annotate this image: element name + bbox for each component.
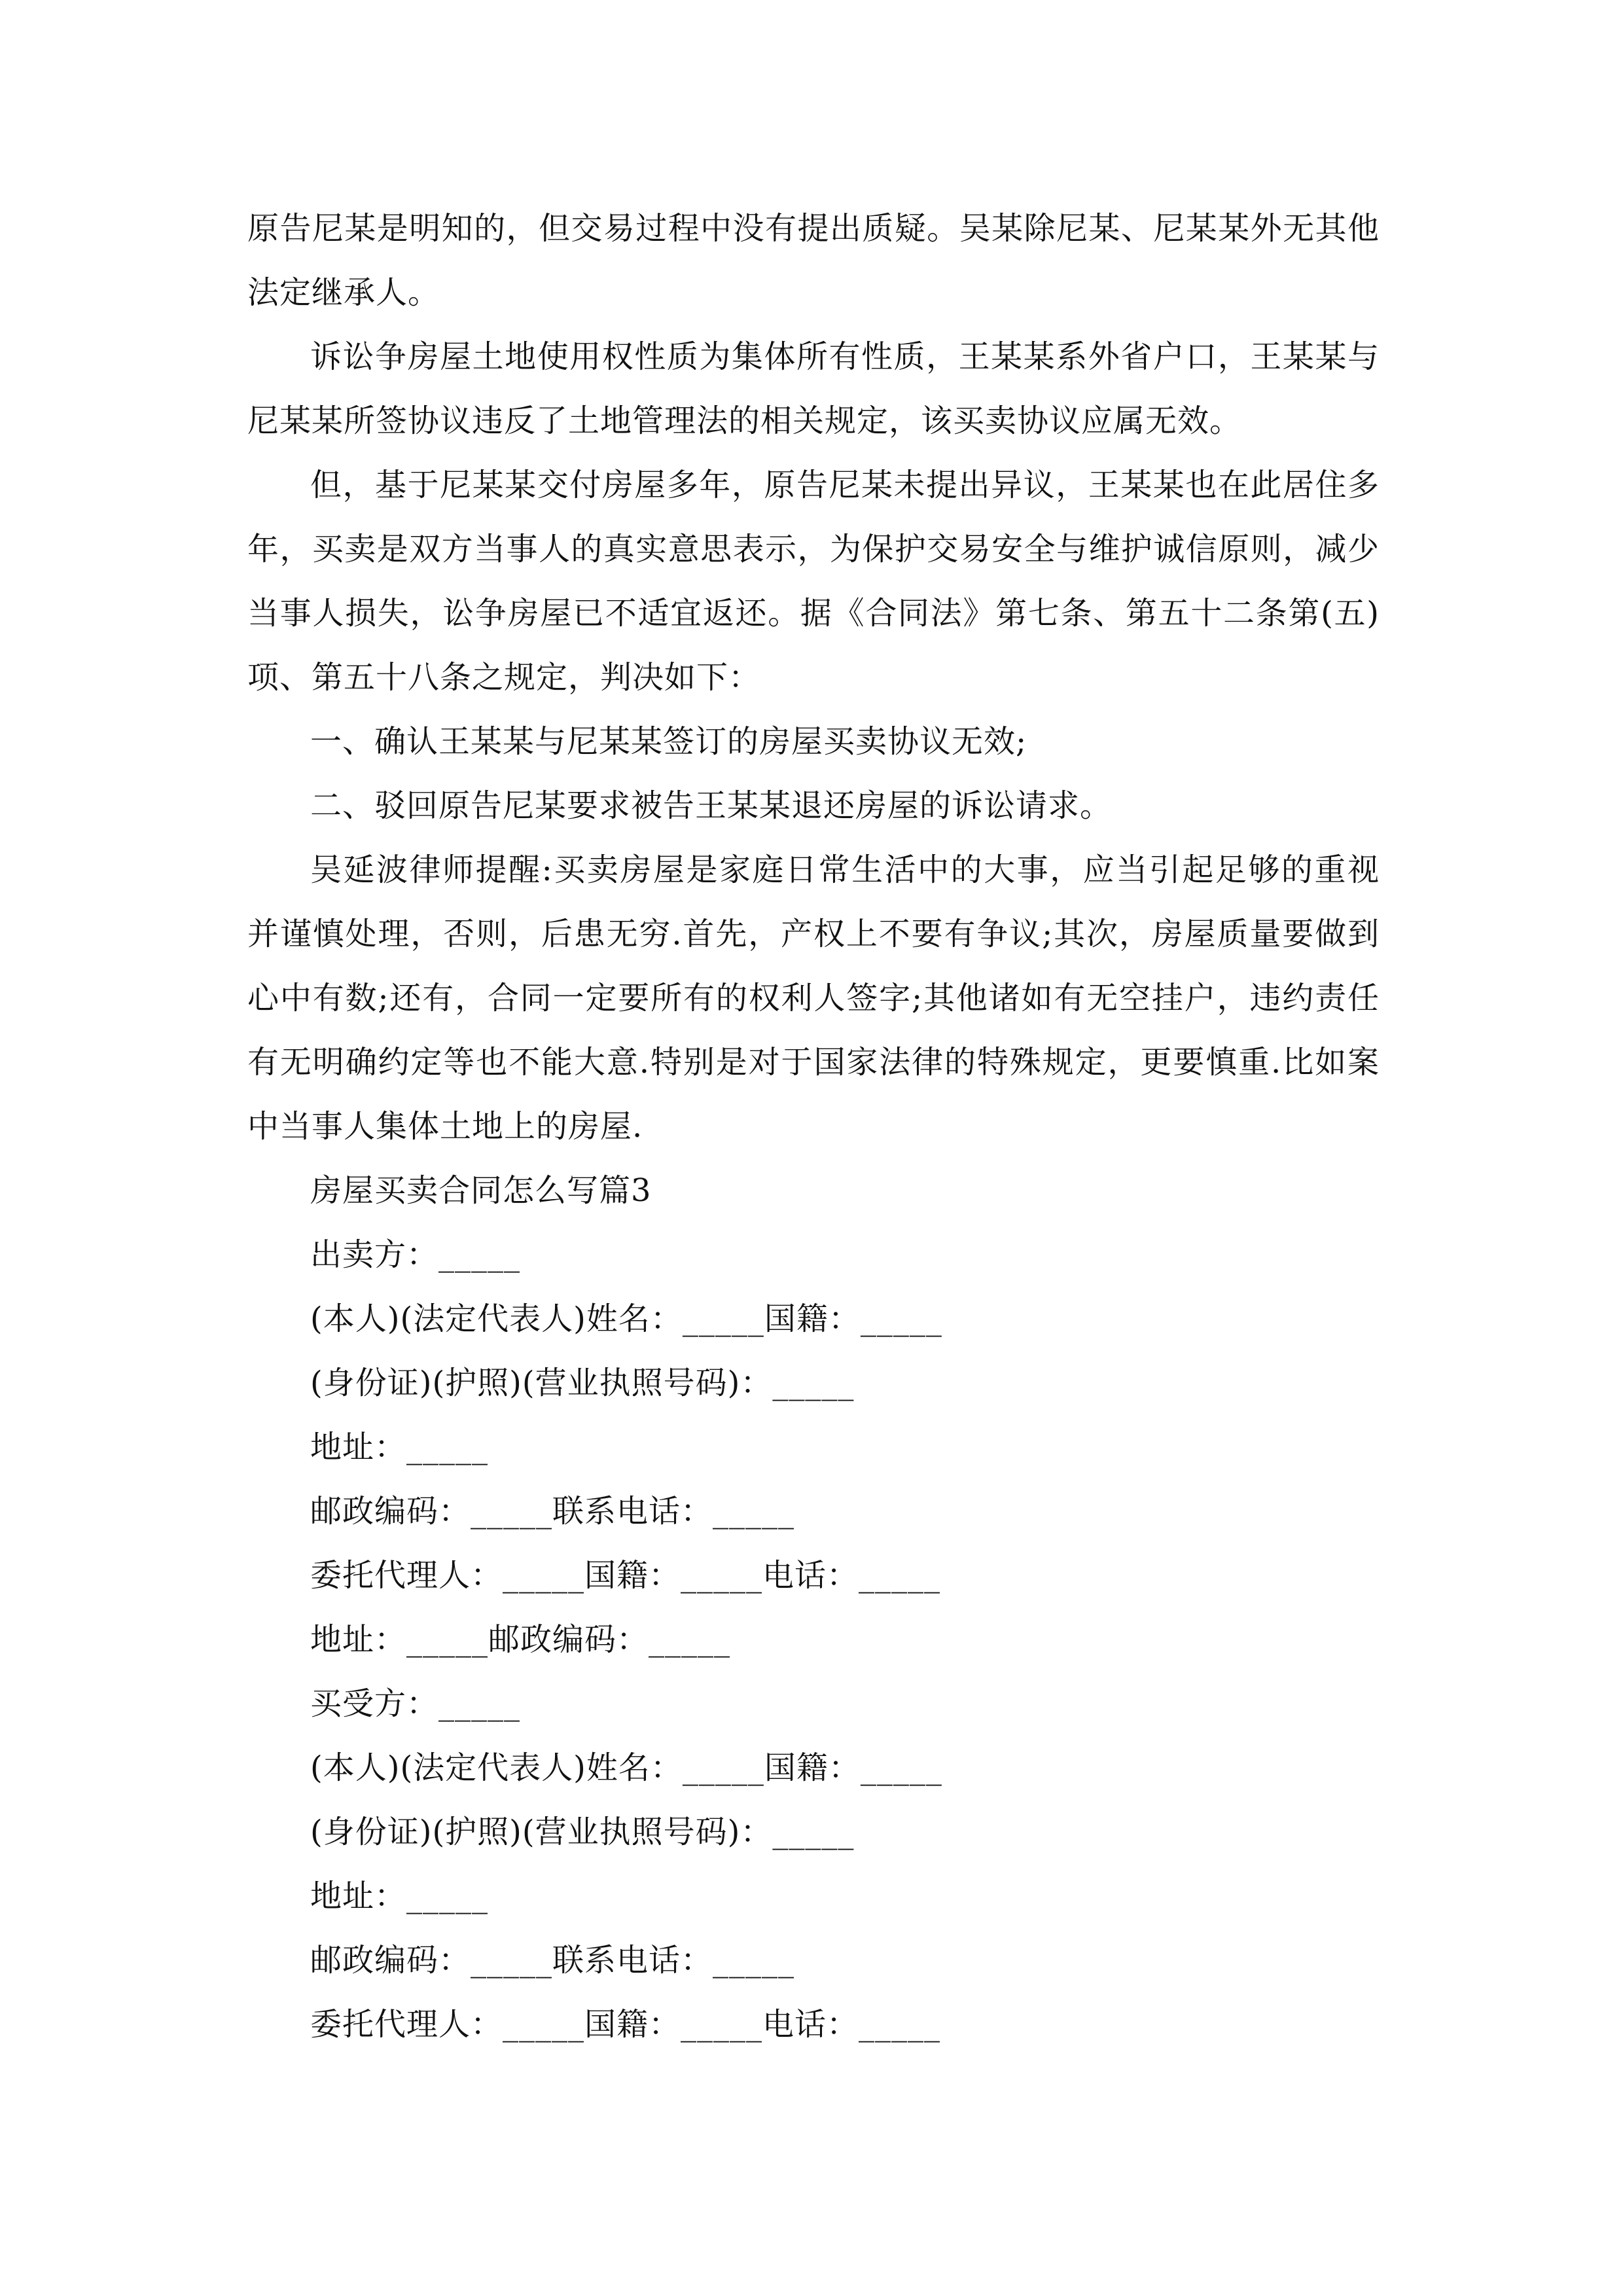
seller-field: 出卖方：_____	[310, 1236, 521, 1273]
buyer-agent-field: 委托代理人：_____国籍：_____电话：_____	[310, 2006, 941, 2043]
paragraph-judgment-item-1: 一、确认王某某与尼某某签订的房屋买卖协议无效;	[310, 723, 1027, 760]
paragraph-land-use: 诉讼争房屋土地使用权性质为集体所有性质，王某某系外省户口，王某某与尼某某所签协议违反了土地管理法的相关规定，该买卖协议应属无效。	[247, 338, 1380, 439]
seller-id-field: (身份证)(护照)(营业执照号码)：_____	[310, 1365, 855, 1401]
section-heading: 房屋买卖合同怎么写篇3	[310, 1172, 652, 1209]
paragraph-continuation: 原告尼某是明知的，但交易过程中没有提出质疑。吴某除尼某、尼某某外无其他法定继承人。	[247, 210, 1380, 311]
buyer-postcode-phone-field: 邮政编码：_____联系电话：_____	[310, 1942, 795, 1979]
document-body	[247, 196, 1380, 2056]
seller-postcode-phone-field: 邮政编码：_____联系电话：_____	[310, 1493, 795, 1530]
seller-agent-address-field: 地址：_____邮政编码：_____	[310, 1621, 731, 1658]
buyer-id-field: (身份证)(护照)(营业执照号码)：_____	[310, 1814, 855, 1850]
seller-address-field: 地址：_____	[310, 1429, 489, 1465]
seller-agent-field: 委托代理人：_____国籍：_____电话：_____	[310, 1557, 941, 1594]
paragraph-lawyer-reminder: 吴延波律师提醒:买卖房屋是家庭日常生活中的大事，应当引起足够的重视并谨慎处理，否则，后患无穷.首先，产权上不要有争议;其次，房屋质量要做到心中有数;还有，合同一定要所有的权利人签字;其他诸如有无空挂户，违约责任有无明确约定等也不能大意.特别是对于国家法律的特殊规定，更要慎重.比如案中当事人集体土地上的房屋.	[247, 852, 1380, 1145]
seller-name-nationality-field: (本人)(法定代表人)姓名：_____国籍：_____	[310, 1300, 942, 1337]
buyer-field: 买受方：_____	[310, 1685, 521, 1722]
paragraph-judgment-basis: 但，基于尼某某交付房屋多年，原告尼某未提出异议，王某某也在此居住多年，买卖是双方当事人的真实意思表示，为保护交易安全与维护诚信原则，减少当事人损失，讼争房屋已不适宜返还。据《合同法》第七条、第五十二条第(五)项、第五十八条之规定，判决如下：	[247, 467, 1380, 696]
paragraph-judgment-item-2: 二、驳回原告尼某要求被告王某某退还房屋的诉讼请求。	[310, 787, 1113, 824]
buyer-address-field: 地址：_____	[310, 1878, 489, 1914]
buyer-name-nationality-field: (本人)(法定代表人)姓名：_____国籍：_____	[310, 1749, 942, 1786]
